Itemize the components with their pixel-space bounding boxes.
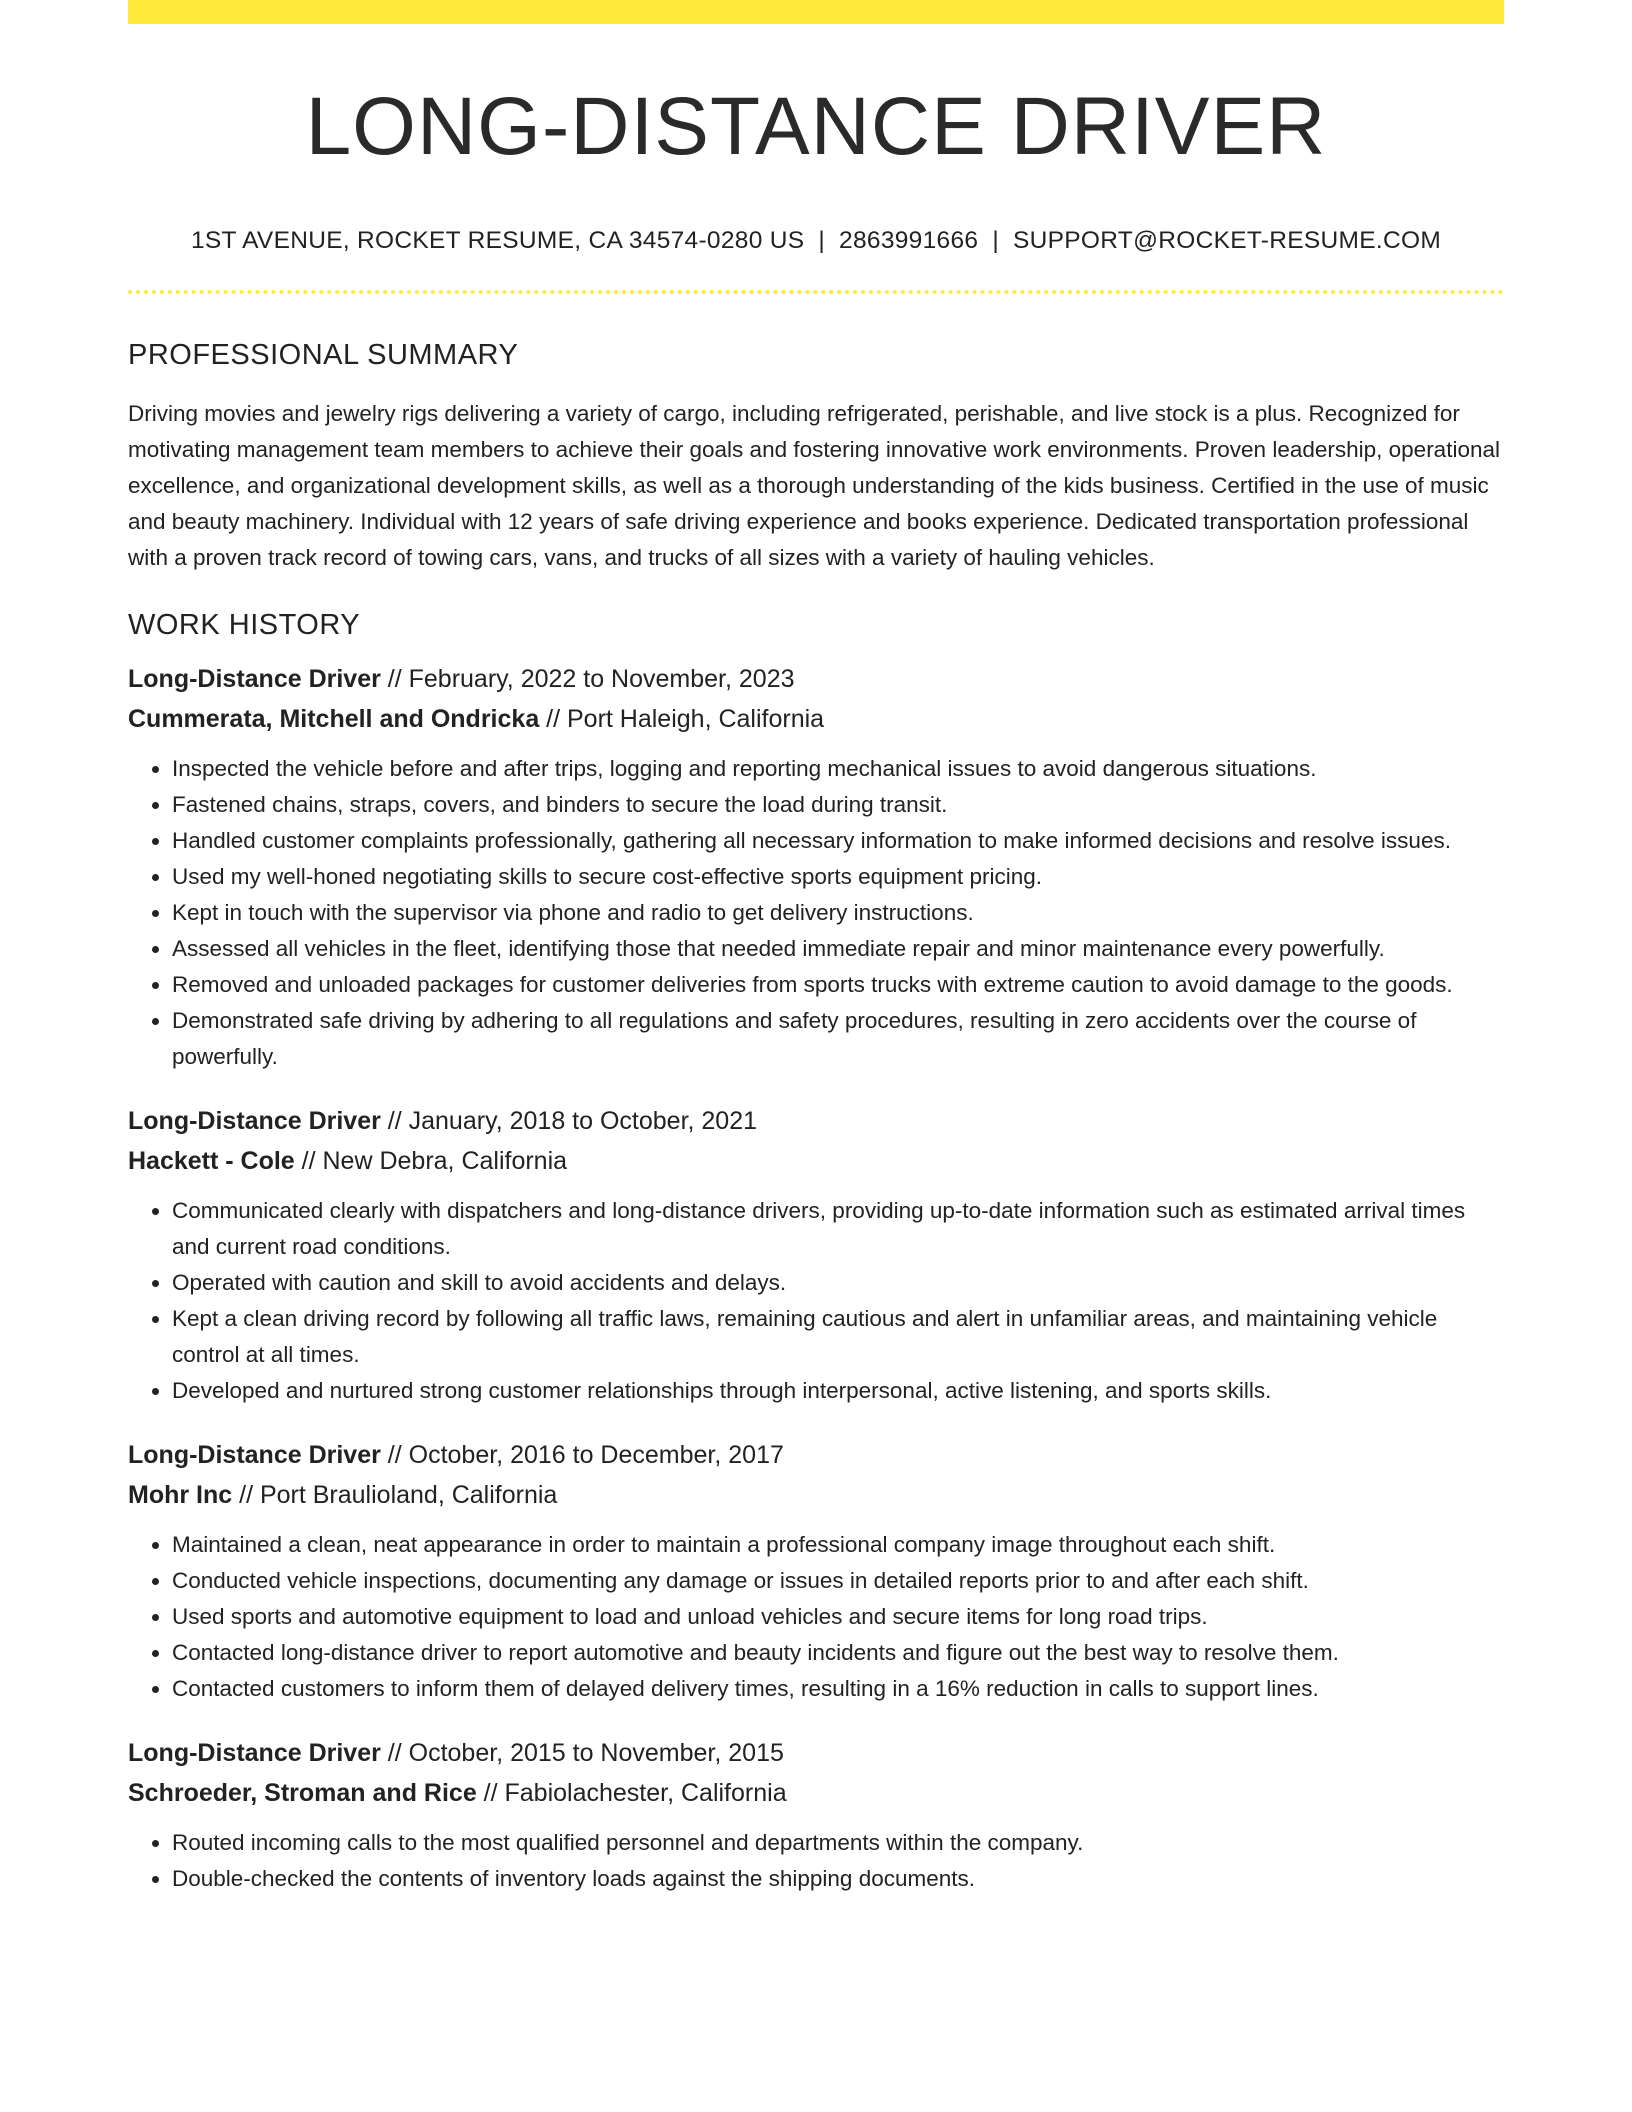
resume-name-heading: LONG-DISTANCE DRIVER	[305, 81, 1327, 172]
job-company-line	[128, 1141, 1504, 1181]
accent-top-bar	[128, 0, 1504, 24]
contact-email: SUPPORT@ROCKET-RESUME.COM	[1012, 227, 1442, 255]
duty-item: • Used sports and automotive equipment to load and unload vehicles and secure items for long road trips.	[172, 1599, 1504, 1635]
resume-page	[128, 0, 1504, 1897]
job-dates: // October, 2015 to November, 2015	[380, 1739, 784, 1768]
duty-item: • Kept in touch with the supervisor via phone and radio to get delivery instructions.	[172, 895, 1504, 931]
job-title-line	[128, 1435, 1504, 1475]
job-location: // Port Braulioland, California	[232, 1481, 558, 1510]
job-company-line	[128, 1475, 1504, 1515]
duty-item: • Fastened chains, straps, covers, and binders to secure the load during transit.	[172, 787, 1504, 823]
job-dates: // January, 2018 to October, 2021	[380, 1107, 758, 1136]
job-location: // Fabiolachester, California	[476, 1779, 787, 1808]
job-dates: // February, 2022 to November, 2023	[380, 665, 795, 694]
job-location: // Port Haleigh, California	[539, 705, 825, 734]
duty-item: • Used my well-honed negotiating skills to secure cost-effective sports equipment pricing.	[172, 859, 1504, 895]
job-location: // New Debra, California	[294, 1147, 568, 1176]
duty-item: • Operated with caution and skill to avoid accidents and delays.	[172, 1265, 1504, 1301]
duty-item: • Contacted long-distance driver to report automotive and beauty incidents and figure out the best way to resolve them.	[172, 1635, 1504, 1671]
job-title: Long-Distance Driver	[128, 665, 381, 694]
job-company-line	[128, 1773, 1504, 1813]
duty-item: • Contacted customers to inform them of delayed delivery times, resulting in a 16% reduction in calls to support lines.	[172, 1671, 1504, 1707]
dotted-divider	[128, 290, 1504, 294]
summary-section-title: PROFESSIONAL SUMMARY	[128, 338, 519, 371]
job-company: Hackett - Cole	[128, 1147, 295, 1176]
duty-item: • Assessed all vehicles in the fleet, identifying those that needed immediate repair and minor maintenance every powerfully.	[172, 931, 1504, 967]
job-title-line	[128, 1101, 1504, 1141]
duty-item: • Handled customer complaints professionally, gathering all necessary information to make informed decisions and resolve issues.	[172, 823, 1504, 859]
job-title: Long-Distance Driver	[128, 1107, 381, 1136]
duty-item: • Routed incoming calls to the most qualified personnel and departments within the company.	[172, 1825, 1504, 1861]
contact-separator: |	[992, 227, 999, 255]
duty-item: • Communicated clearly with dispatchers and long-distance drivers, providing up-to-date information such as estimated arrival times and current road conditions.	[172, 1193, 1504, 1265]
job-company: Schroeder, Stroman and Rice	[128, 1779, 477, 1808]
job-entry	[128, 1435, 1504, 1707]
job-duties-list	[128, 1193, 1504, 1409]
job-entry	[128, 659, 1504, 1075]
duty-item: • Inspected the vehicle before and after trips, logging and reporting mechanical issues to avoid dangerous situations.	[172, 751, 1504, 787]
contact-phone: 2863991666	[839, 227, 979, 255]
job-title: Long-Distance Driver	[128, 1441, 381, 1470]
contact-separator: |	[818, 227, 826, 255]
job-title-line	[128, 1733, 1504, 1773]
duty-item: • Kept a clean driving record by following all traffic laws, remaining cautious and alert in unfamiliar areas, and maintaining vehicle control at all times.	[172, 1301, 1504, 1373]
duty-item: • Developed and nurtured strong customer relationships through interpersonal, active listening, and sports skills.	[172, 1373, 1504, 1409]
job-duties-list	[128, 1825, 1504, 1897]
contact-line	[128, 226, 1504, 255]
job-entry	[128, 1733, 1504, 1897]
job-duties-list	[128, 751, 1504, 1075]
contact-address: 1ST AVENUE, ROCKET RESUME, CA 34574-0280 US	[190, 227, 805, 255]
job-entry	[128, 1101, 1504, 1409]
duty-item: • Conducted vehicle inspections, documenting any damage or issues in detailed reports prior to and after each shift.	[172, 1563, 1504, 1599]
job-company: Cummerata, Mitchell and Ondricka	[128, 705, 540, 734]
summary-paragraph: Driving movies and jewelry rigs delivering a variety of cargo, including refrigerated, perishable, and live stock is a plus. Recognized for motivating management team members to achieve their goals and fostering innovative work environments. Proven leadership, operational excellence, and organizational development skills, as well as a thorough understanding of the kids business. Certified in the use of music and beauty machinery. Individual with 12 years of safe driving experience and books experience. Dedicated transportation professional with a proven track record of towing cars, vans, and trucks of all sizes with a variety of hauling vehicles.	[128, 401, 1500, 571]
job-duties-list	[128, 1527, 1504, 1707]
job-company: Mohr Inc	[128, 1481, 233, 1510]
job-company-line	[128, 699, 1504, 739]
work-history-section-title: WORK HISTORY	[128, 609, 361, 642]
job-dates: // October, 2016 to December, 2017	[380, 1441, 784, 1470]
duty-item: • Demonstrated safe driving by adhering to all regulations and safety procedures, resulting in zero accidents over the course of powerfully.	[172, 1003, 1504, 1075]
job-title: Long-Distance Driver	[128, 1739, 381, 1768]
duty-item: • Removed and unloaded packages for customer deliveries from sports trucks with extreme caution to avoid damage to the goods.	[172, 967, 1504, 1003]
duty-item: • Maintained a clean, neat appearance in order to maintain a professional company image throughout each shift.	[172, 1527, 1504, 1563]
job-title-line	[128, 659, 1504, 699]
duty-item: • Double-checked the contents of inventory loads against the shipping documents.	[172, 1861, 1504, 1897]
